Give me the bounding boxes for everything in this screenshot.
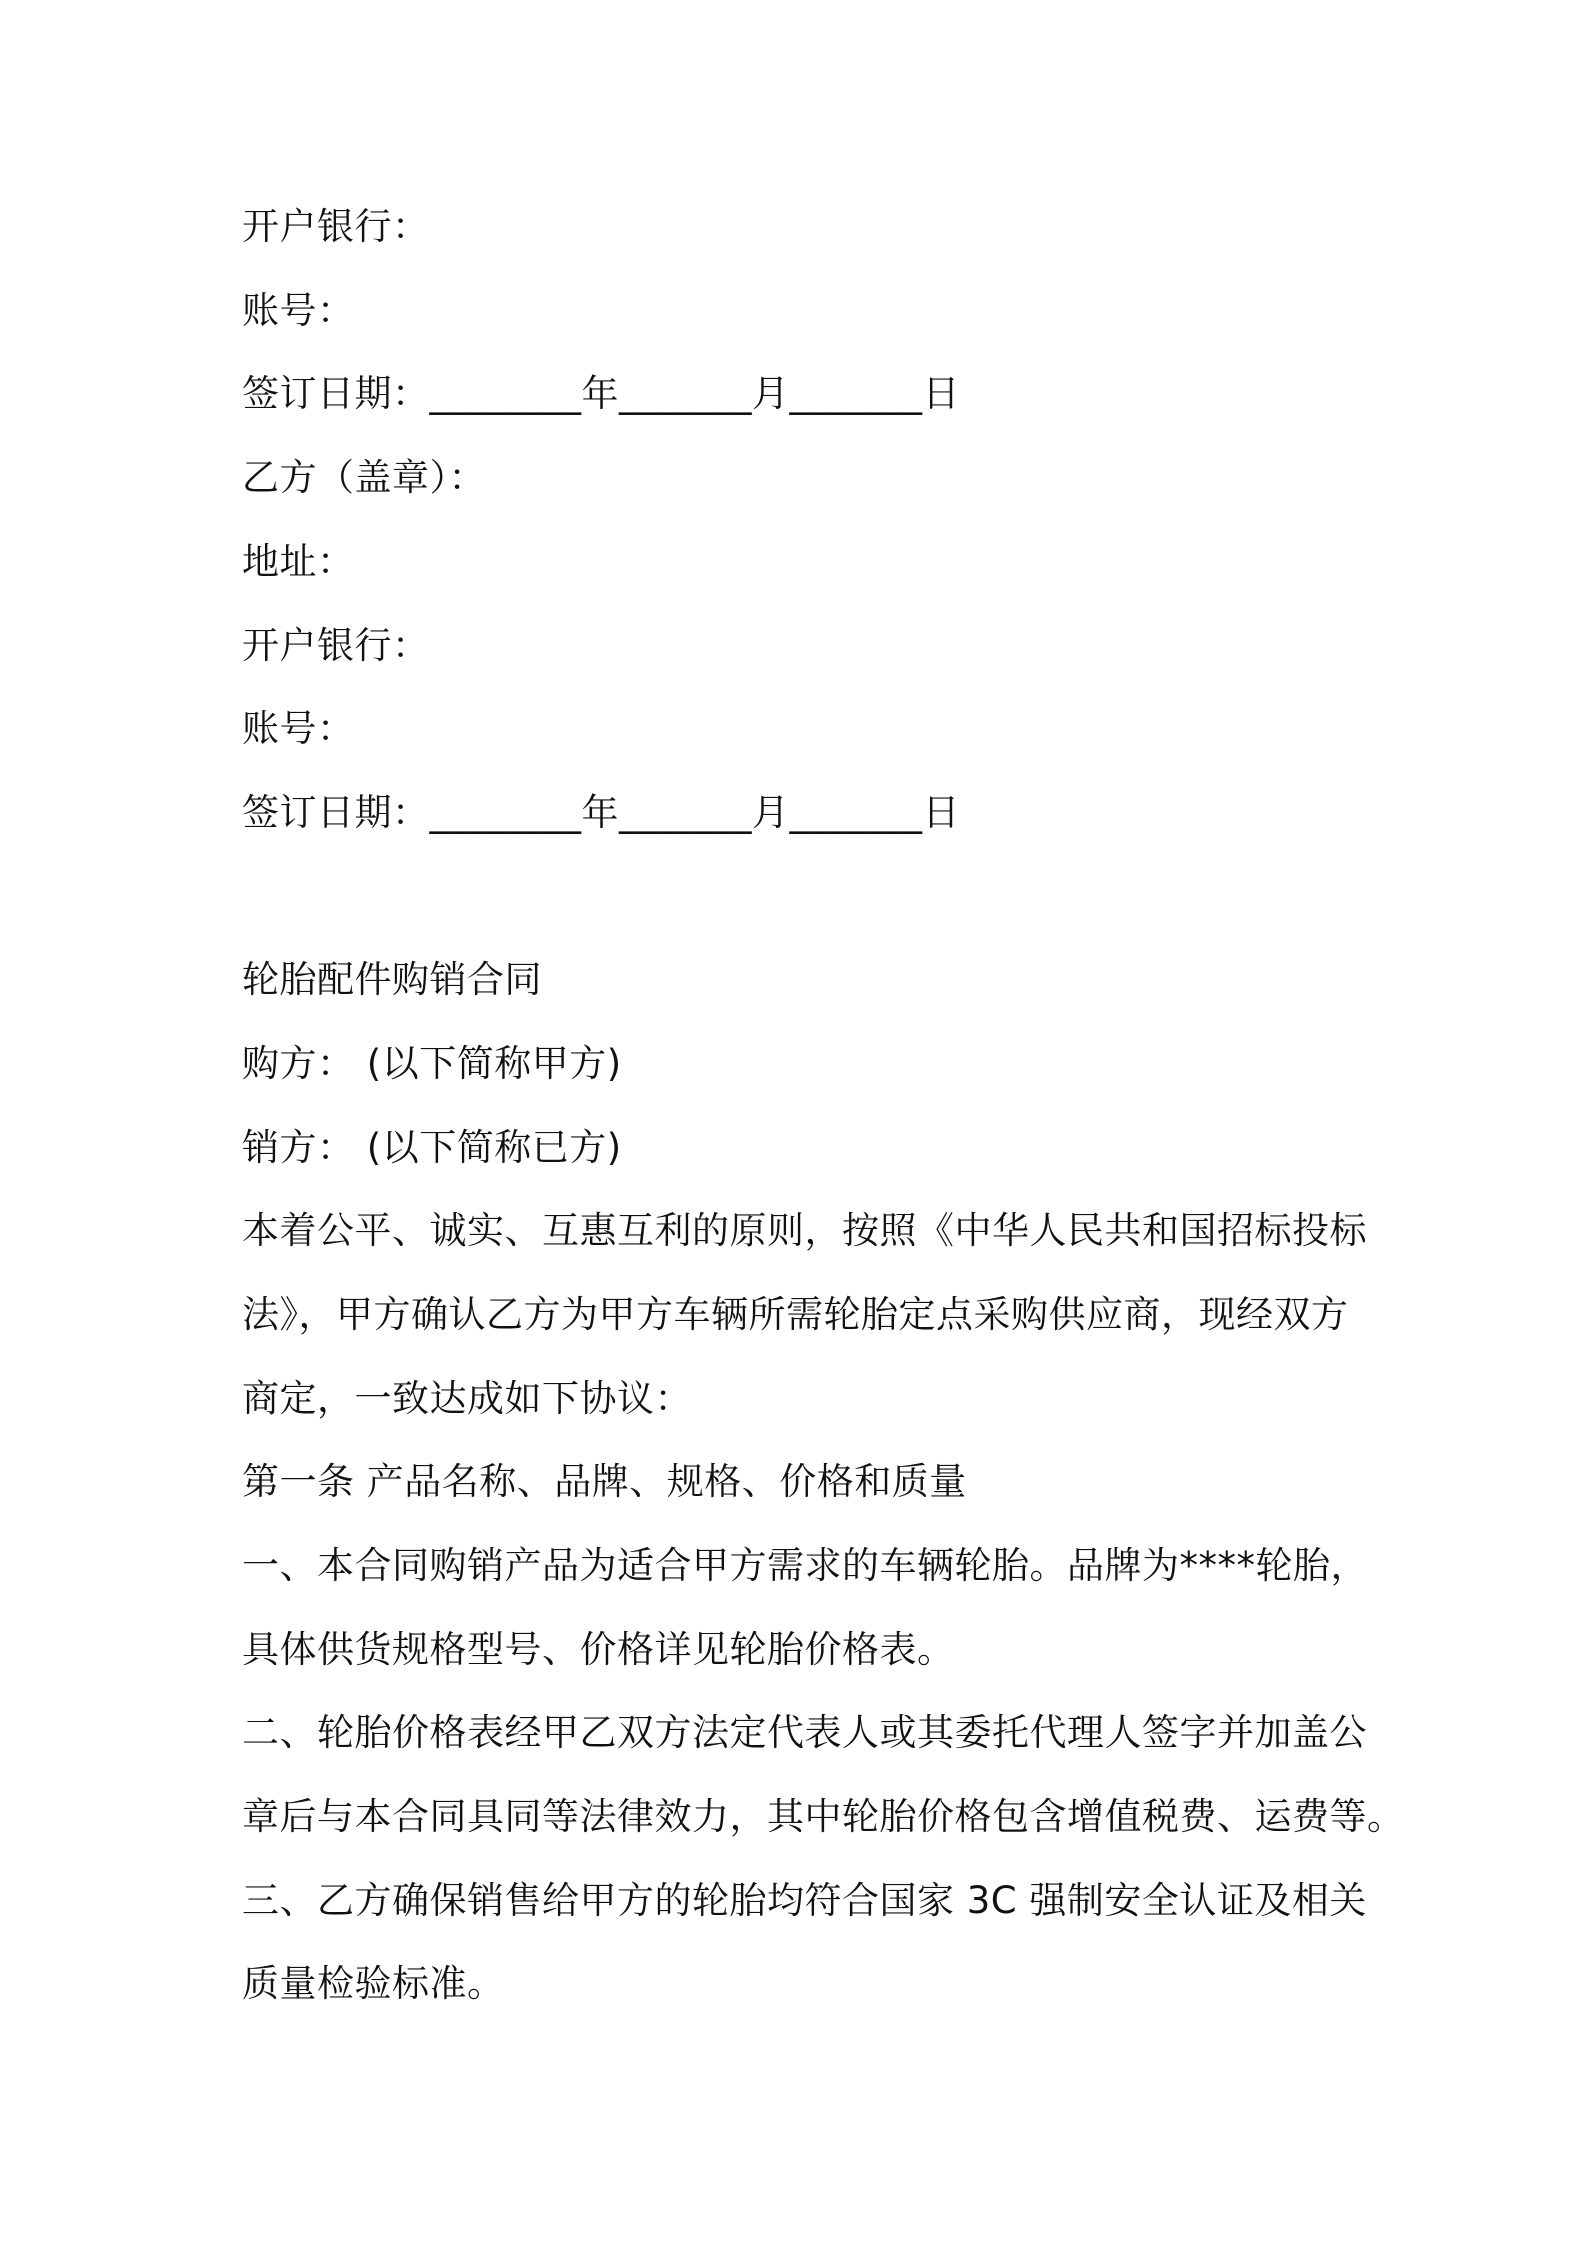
- preamble-line: 法》，甲方确认乙方为甲方车辆所需轮胎定点采购供应商，现经双方: [242, 1293, 1349, 1336]
- party-b-account-label: 账号：: [242, 707, 355, 750]
- preamble-line: 本着公平、诚实、互惠互利的原则，按照《中华人民共和国招标投标: [242, 1209, 1367, 1252]
- article-1-heading: 第一条 产品名称、品牌、规格、价格和质量: [242, 1460, 967, 1503]
- clause-line: 一、本合同购销产品为适合甲方需求的车辆轮胎。品牌为****轮胎，: [242, 1544, 1368, 1587]
- preamble-line: 商定，一致达成如下协议：: [242, 1377, 692, 1420]
- clause-line: 质量检验标准。: [242, 1962, 505, 2005]
- party-a-account-label: 账号：: [242, 289, 355, 332]
- clause-line: 具体供货规格型号、价格详见轮胎价格表。: [242, 1628, 955, 1671]
- party-b-bank-label: 开户银行：: [242, 624, 430, 667]
- buyer-line: 购方： (以下简称甲方): [242, 1042, 622, 1085]
- contract-title: 轮胎配件购销合同: [242, 958, 542, 1001]
- party-b-title: 乙方（盖章）：: [242, 456, 486, 499]
- party-a-bank-label: 开户银行：: [242, 205, 430, 248]
- party-b-sign-date: 签订日期：________年_______月_______日: [242, 791, 960, 834]
- party-a-sign-date: 签订日期：________年_______月_______日: [242, 372, 960, 415]
- clause-line: 章后与本合同具同等法律效力，其中轮胎价格包含增值税费、运费等。: [242, 1795, 1405, 1838]
- party-b-address-label: 地址：: [242, 540, 355, 583]
- clause-line: 三、乙方确保销售给甲方的轮胎均符合国家 3C 强制安全认证及相关: [242, 1879, 1367, 1922]
- clause-line: 二、轮胎价格表经甲乙双方法定代表人或其委托代理人签字并加盖公: [242, 1711, 1367, 1754]
- seller-line: 销方： (以下简称已方): [242, 1126, 622, 1169]
